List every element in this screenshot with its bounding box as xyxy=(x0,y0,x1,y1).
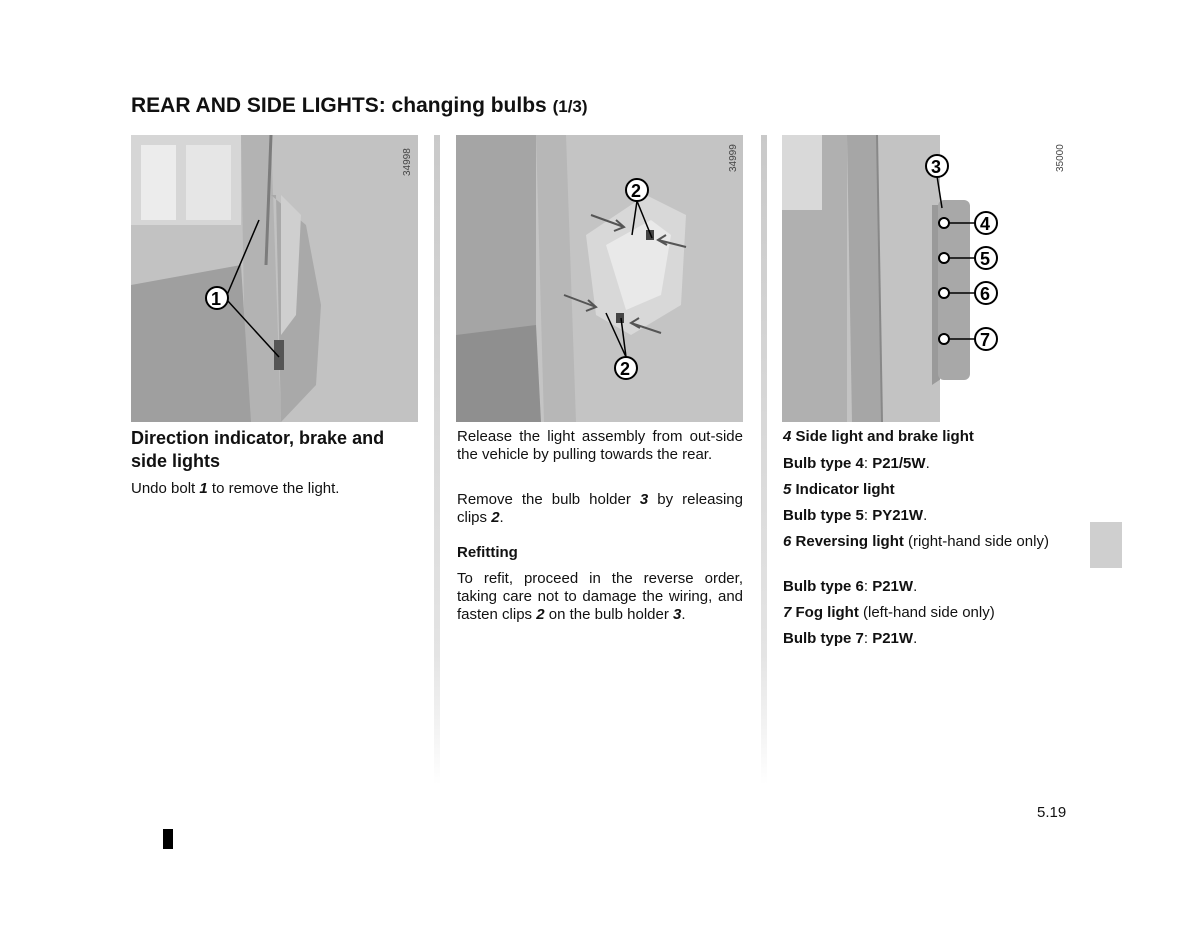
figure-3 xyxy=(782,135,940,422)
bulb-code: PY21W xyxy=(872,507,924,524)
title-part: (1/3) xyxy=(552,97,588,116)
text-run: . xyxy=(925,455,930,472)
text-run: . xyxy=(681,606,686,623)
col2-paragraph-1: Release the light assembly from out-side the vehicle by pulling towards the rear. xyxy=(457,428,743,463)
text-run: Bulb type xyxy=(783,578,856,595)
text-run: . xyxy=(913,630,918,647)
figure-3-callouts xyxy=(920,150,1010,360)
text-run: Remove the bulb holder xyxy=(457,491,640,508)
col2-paragraph-2 xyxy=(457,491,743,527)
callout-7: 7 xyxy=(980,330,991,350)
bulb-type-7 xyxy=(783,630,1069,648)
col2-paragraph-3 xyxy=(457,570,743,624)
ref-number: 7 xyxy=(783,604,792,621)
bulb-item-4 xyxy=(783,428,1069,446)
section-heading: Direction indicator, brake and side lights xyxy=(131,428,385,471)
column-divider-2 xyxy=(761,135,767,785)
item-label: Fog light xyxy=(795,604,859,621)
page-title xyxy=(131,94,588,118)
text-run: 5 xyxy=(855,507,864,524)
col1-paragraph xyxy=(131,480,421,498)
bulb-type-5 xyxy=(783,507,1069,525)
bulb-code: P21W xyxy=(872,578,914,595)
text-run: to remove the light. xyxy=(207,480,340,497)
ref-number: 5 xyxy=(783,481,792,498)
page-number: 5.19 xyxy=(1037,804,1067,821)
bulb-type-4 xyxy=(783,455,1069,473)
ref-number: 2 xyxy=(491,509,500,526)
ref-number: 3 xyxy=(639,491,649,508)
item-label: Reversing light xyxy=(795,533,904,550)
text-run: : xyxy=(863,578,873,595)
figure-1-callouts xyxy=(131,135,418,422)
text-run: by releasing clips xyxy=(457,491,743,526)
text-run: . xyxy=(499,509,504,526)
ref-number: 2 xyxy=(536,606,545,623)
refitting-heading: Refitting xyxy=(457,544,518,561)
bulb-item-7 xyxy=(783,604,1069,622)
ref-number: 4 xyxy=(783,428,792,445)
text-run: Undo bolt xyxy=(131,480,200,497)
figure-3-ref: 35000 xyxy=(1055,144,1066,172)
text-run: . xyxy=(923,507,928,524)
text-run: 7 xyxy=(855,630,864,647)
figure-2-ref: 34999 xyxy=(728,144,739,172)
bulb-code: P21W xyxy=(872,630,914,647)
callout-4: 4 xyxy=(980,214,991,234)
text-run: To refit, proceed in the reverse order, taking care not to damage the wiring, and fasten clips xyxy=(457,570,743,623)
text-run: 4 xyxy=(855,455,864,472)
text-run: 6 xyxy=(855,578,864,595)
bulb-item-5 xyxy=(783,481,1069,499)
ref-number: 3 xyxy=(673,606,682,623)
ref-number: 6 xyxy=(783,533,792,550)
text-run: . xyxy=(913,578,918,595)
bulb-item-6 xyxy=(783,533,1069,551)
callout-6: 6 xyxy=(980,284,991,304)
bulb-icon xyxy=(939,218,949,344)
text-run: Bulb type xyxy=(783,630,856,647)
bulb-code: P21/5W xyxy=(872,455,926,472)
bulb-type-6 xyxy=(783,578,1069,596)
arrow-icon xyxy=(564,215,686,333)
chapter-tab xyxy=(1090,522,1122,568)
text-run: : xyxy=(863,630,873,647)
item-label: Indicator light xyxy=(795,481,895,498)
figure-2-callouts xyxy=(456,135,743,422)
callout-1: 1 xyxy=(211,289,222,309)
margin-marker xyxy=(163,829,173,849)
text-run: : xyxy=(863,507,873,524)
callout-2-top: 2 xyxy=(631,181,642,201)
item-note: (right-hand side only) xyxy=(903,533,1049,550)
item-label: Side light and brake light xyxy=(795,428,974,445)
callout-2-bottom: 2 xyxy=(620,359,631,379)
column-divider-1 xyxy=(434,135,440,785)
text-run: on the bulb holder xyxy=(544,606,673,623)
title-main: REAR AND SIDE LIGHTS: changing bulbs xyxy=(131,94,547,117)
callout-5: 5 xyxy=(980,249,991,269)
text-run: Bulb type xyxy=(783,455,856,472)
text-run: : xyxy=(863,455,873,472)
item-note: (left-hand side only) xyxy=(858,604,995,621)
ref-number: 1 xyxy=(199,480,208,497)
figure-1-ref: 34998 xyxy=(402,148,413,176)
text-run: Bulb type xyxy=(783,507,856,524)
callout-3: 3 xyxy=(931,157,942,177)
